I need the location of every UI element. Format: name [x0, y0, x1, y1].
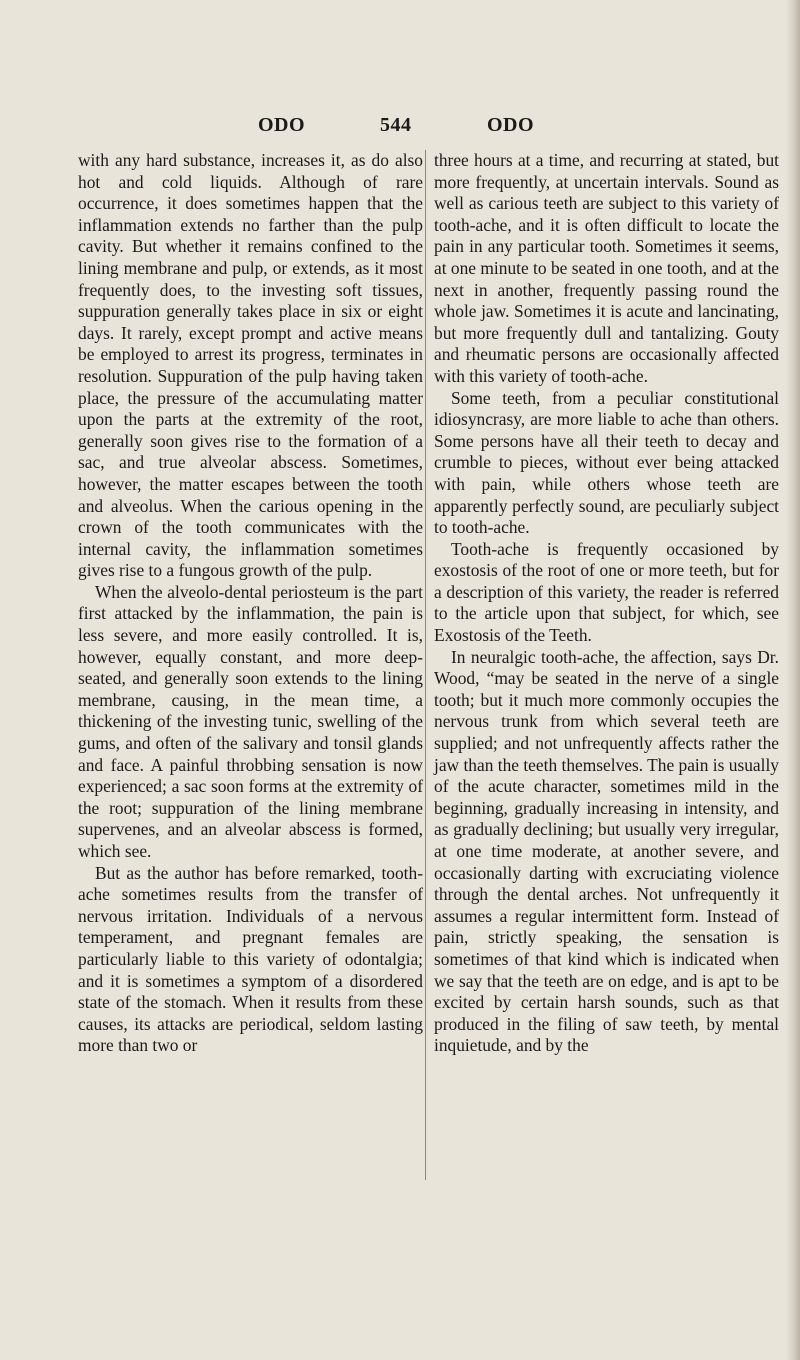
running-head: [0, 114, 800, 144]
paragraph: three hours at a time, and recurring at stated, but more frequently, at uncertain intervals. Sound as well as carious teeth are subject to this variety of tooth-ache, and it is often difficult to locate the pain in any particular tooth. Sometimes it seems, at one minute to be seated in one tooth, and at the next in another, frequently passing round the whole jaw. Sometimes it is acute and lancinating, but more frequently dull and tantalizing. Gouty and rheumatic persons are occasionally affected with this variety of tooth-ache.: [434, 150, 779, 386]
page-number: 544: [380, 114, 412, 136]
paragraph: But as the author has before remarked, tooth-ache sometimes results from the transfer of nervous irritation. Individuals of a nervous temperament, and pregnant females are particularly liable to this variety of odontalgia; and it is sometimes a symptom of a disordered state of the stomach. When it results from these causes, its attacks are periodical, seldom lasting more than two or: [78, 862, 423, 1056]
running-head-left: ODO: [258, 114, 306, 136]
right-column: [434, 150, 779, 1057]
left-column: [78, 150, 423, 1057]
paragraph: with any hard substance, increases it, as do also hot and cold liquids. Although of rare occurrence, it does sometimes happen that the inflammation extends no farther than the pulp cavity. But whether it remains confined to the lining membrane and pulp, or extends, as it most frequently does, to the investing soft tissues, suppuration generally takes place in six or eight days. It rarely, except prompt and active means be employed to arrest its progress, terminates in resolution. Suppuration of the pulp having taken place, the pressure of the accumulating matter upon the parts at the extremity of the root, generally soon gives rise to the formation of a sac, and true alveolar abscess. Sometimes, however, the matter escapes between the tooth and alveolus. When the carious opening in the crown of the tooth communicates with the internal cavity, the inflammation sometimes gives rise to a fungous growth of the pulp.: [78, 150, 423, 581]
page-edge: [786, 0, 800, 1360]
paragraph: Some teeth, from a peculiar constitutional idiosyncrasy, are more liable to ache than others. Some persons have all their teeth to decay and crumble to pieces, without ever being attacked with pain, while others whose teeth are apparently perfectly sound, are peculiarly subject to tooth-ache.: [434, 387, 779, 538]
column-divider: [425, 150, 426, 1180]
paragraph: When the alveolo-dental periosteum is the part first attacked by the inflammation, the pain is less severe, and more easily controlled. It is, however, equally constant, and more deep-seated, and generally soon extends to the lining membrane, causing, in the mean time, a thickening of the investing tunic, swelling of the gums, and often of the salivary and tonsil glands and face. A painful throbbing sensation is now experienced; a sac soon forms at the extremity of the root; suppuration of the lining membrane supervenes, and an alveolar abscess is formed, which see.: [78, 581, 423, 861]
paragraph: Tooth-ache is frequently occasioned by exostosis of the root of one or more teeth, but for a description of this variety, the reader is referred to the article upon that subject, for which, see Exostosis of the Teeth.: [434, 538, 779, 646]
paragraph: In neuralgic tooth-ache, the affection, says Dr. Wood, “may be seated in the nerve of a single tooth; but it much more commonly occupies the nervous trunk from which several teeth are supplied; and not unfrequently affects rather the jaw than the teeth themselves. The pain is usually of the acute character, sometimes mild in the beginning, gradually increasing in intensity, and as gradually declining; but usually very irregular, at one time moderate, at another severe, and occasionally darting with excruciating violence through the dental arches. Not unfrequently it assumes a regular intermittent form. Instead of pain, strictly speaking, the sensation is sometimes of that kind which is indicated when we say that the teeth are on edge, and is apt to be excited by certain harsh sounds, such as that produced in the filing of saw teeth, by mental inquietude, and by the: [434, 646, 779, 1056]
running-head-right: ODO: [487, 114, 535, 136]
